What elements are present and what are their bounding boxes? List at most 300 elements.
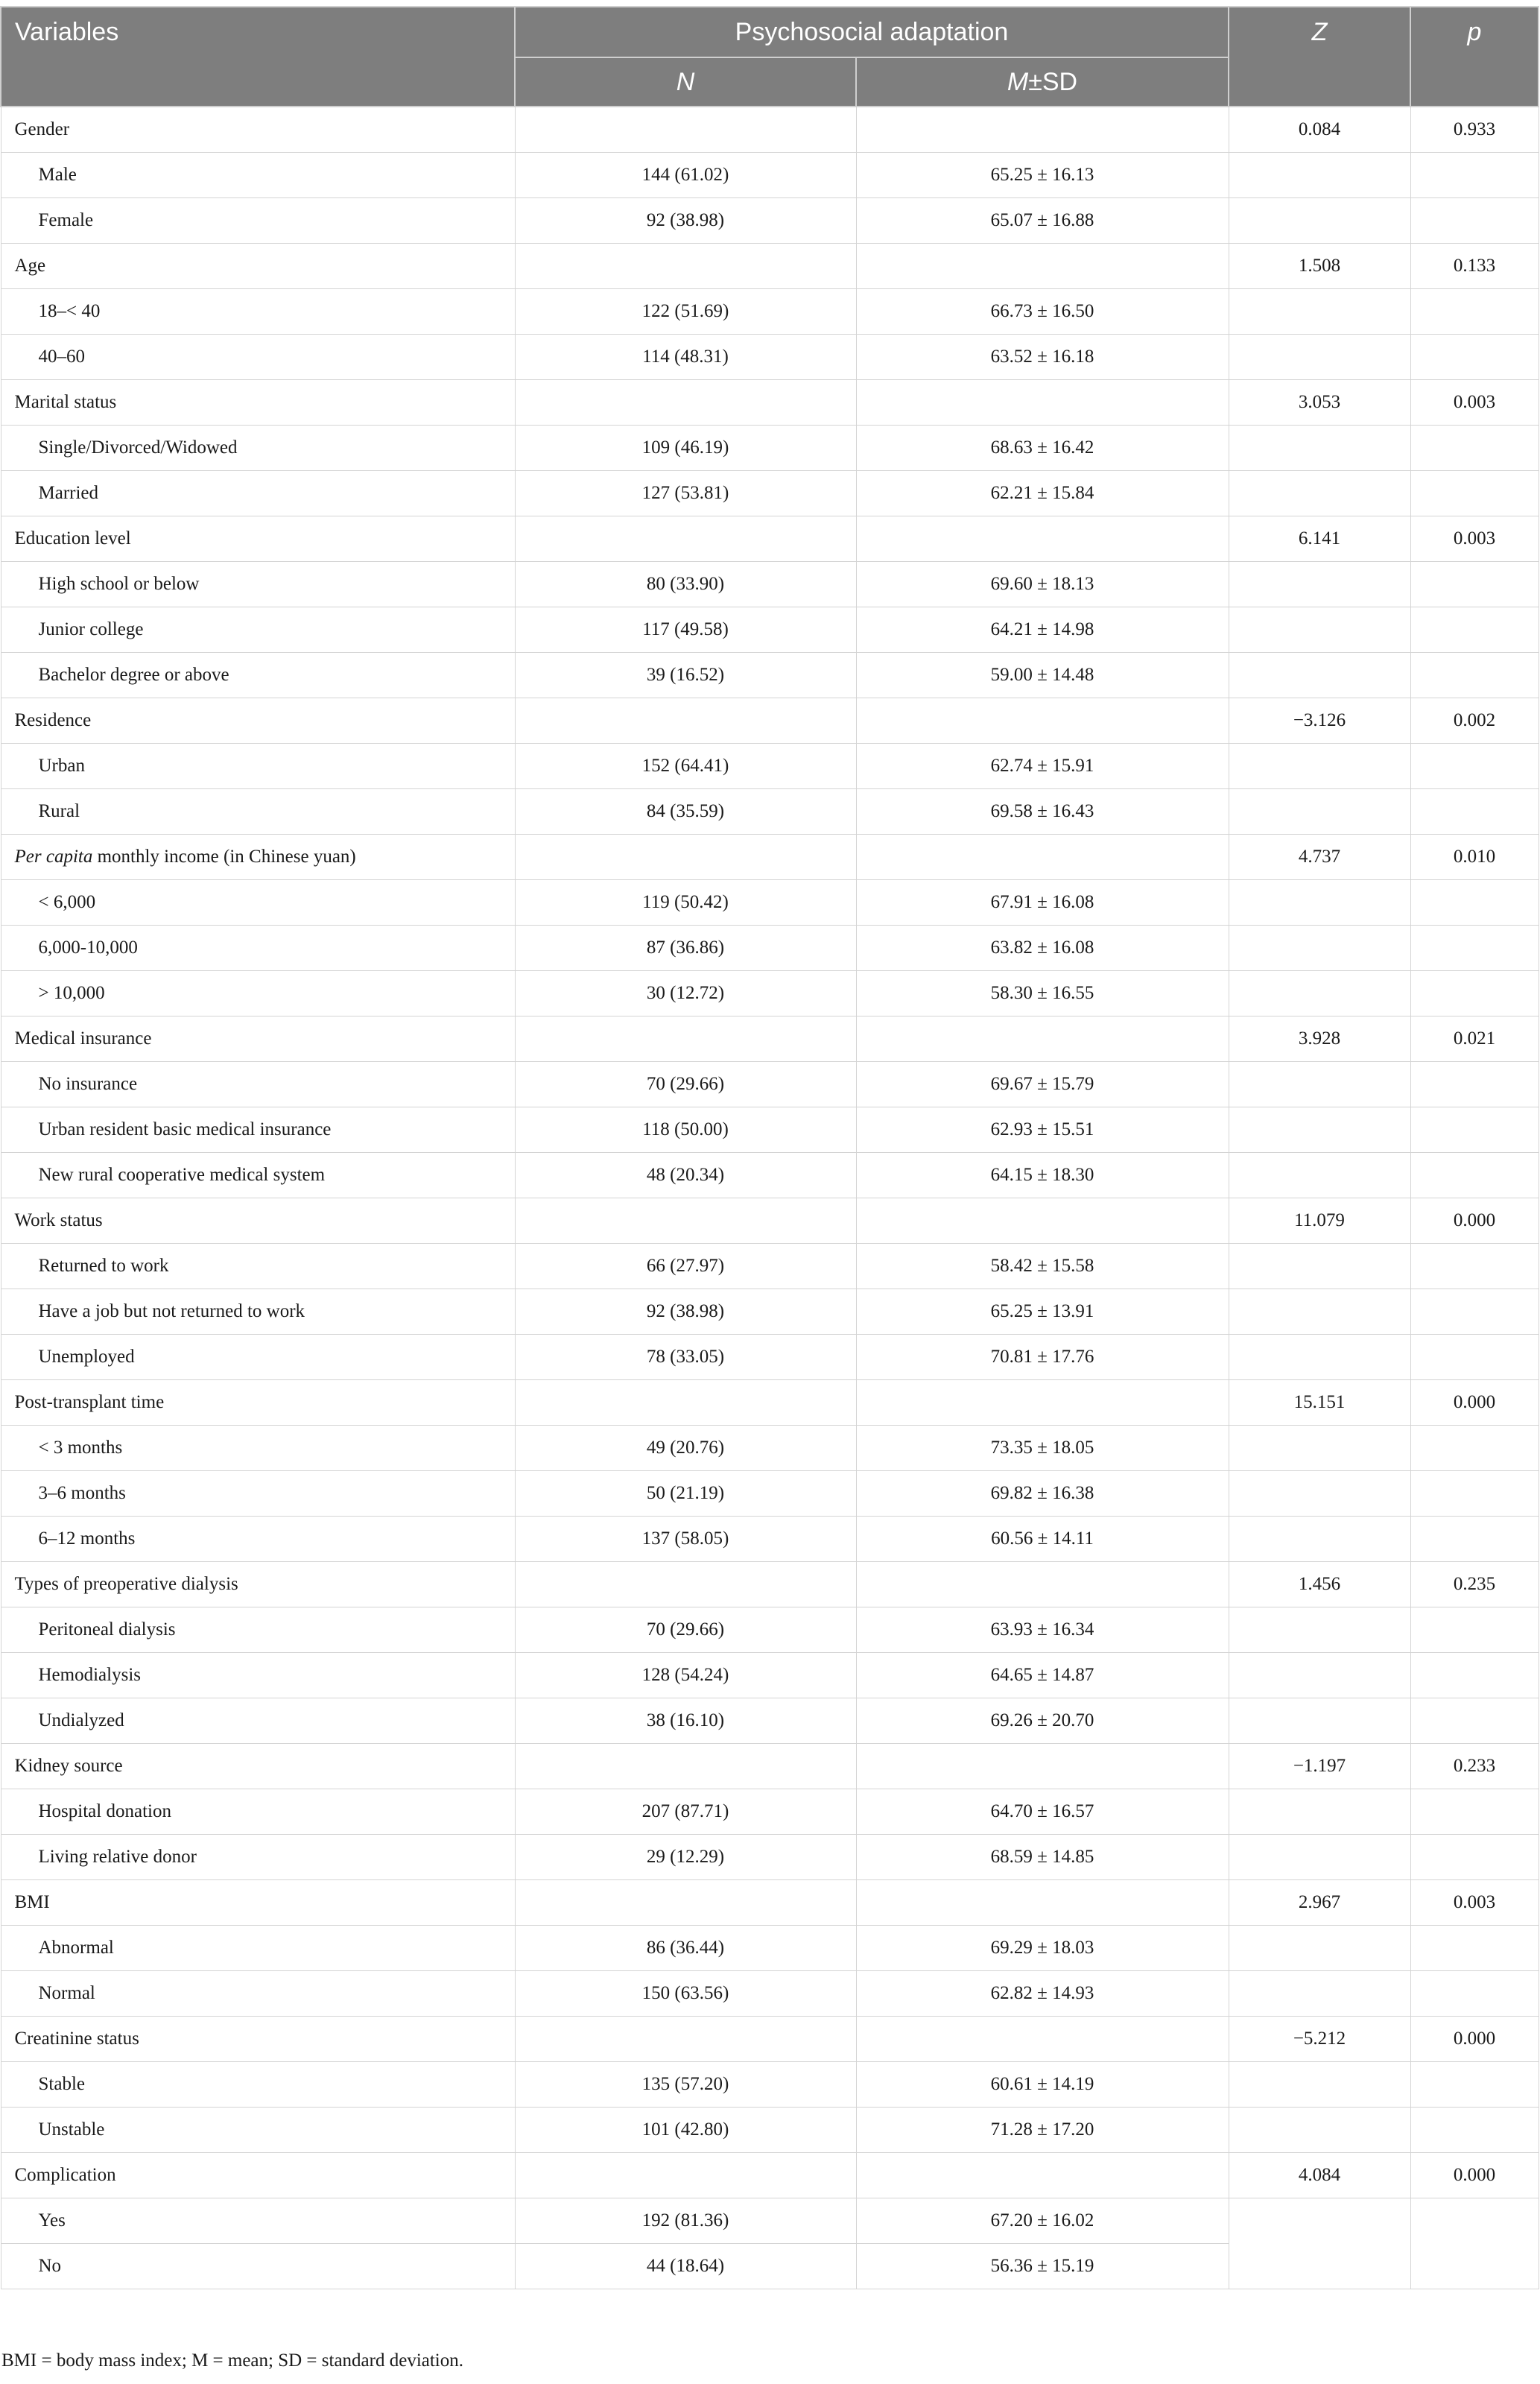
table-row [1,562,1539,607]
row-label [1,1698,515,1744]
cell-z: 2.967 [1229,1880,1410,1926]
cell-p: 0.000 [1410,2017,1539,2062]
cell-p: 0.003 [1410,380,1539,426]
cell-mean-sd: 69.60 ± 18.13 [856,562,1229,607]
cell-p [1410,789,1539,835]
label-text: Married [38,483,99,503]
cell-mean-sd: 71.28 ± 17.20 [856,2108,1229,2153]
cell-mean-sd: 68.59 ± 14.85 [856,1835,1229,1880]
label-text: Yes [38,2210,66,2230]
row-label [1,653,515,698]
cell-mean-sd: 73.35 ± 18.05 [856,1426,1229,1471]
cell-p [1410,1335,1539,1380]
cell-mean-sd [856,2153,1229,2198]
header-z: Z [1229,7,1410,107]
cell-z [1229,653,1410,698]
cell-mean-sd: 70.81 ± 17.76 [856,1335,1229,1380]
cell-z [1229,289,1410,335]
cell-p [1410,2198,1539,2289]
row-label [1,471,515,516]
cell-p: 0.235 [1410,1562,1539,1607]
table-row [1,153,1539,198]
cell-mean-sd: 62.21 ± 15.84 [856,471,1229,516]
cell-mean-sd: 68.63 ± 16.42 [856,426,1229,471]
label-text: Have a job but not returned to work [38,1301,305,1321]
cell-mean-sd: 63.93 ± 16.34 [856,1607,1229,1653]
cell-n [515,1016,856,1062]
cell-n: 119 (50.42) [515,880,856,926]
cell-n: 86 (36.44) [515,1926,856,1971]
table-row [1,198,1539,244]
cell-z [1229,1789,1410,1835]
label-text: 18–< 40 [38,301,101,321]
cell-n [515,698,856,744]
label-text: BMI [14,1892,50,1912]
label-text: Medical insurance [14,1028,152,1049]
cell-z: −3.126 [1229,698,1410,744]
row-label [1,1971,515,2017]
row-label [1,1426,515,1471]
cell-z: 11.079 [1229,1198,1410,1244]
row-label [1,153,515,198]
row-label [1,562,515,607]
group-label [1,1380,515,1426]
cell-p: 0.000 [1410,1198,1539,1244]
header-variables: Variables [1,7,515,107]
cell-n [515,244,856,289]
table-row [1,880,1539,926]
cell-n: 44 (18.64) [515,2244,856,2289]
cell-n: 49 (20.76) [515,1426,856,1471]
label-text: Gender [14,119,70,139]
group-label [1,2153,515,2198]
label-text: Junior college [38,619,144,639]
cell-mean-sd: 69.67 ± 15.79 [856,1062,1229,1107]
label-text: Work status [14,1210,103,1230]
cell-z: 0.084 [1229,107,1410,153]
cell-n: 207 (87.71) [515,1789,856,1835]
cell-z [1229,607,1410,653]
table-row [1,1289,1539,1335]
cell-n [515,2153,856,2198]
cell-n: 101 (42.80) [515,2108,856,2153]
cell-mean-sd: 69.58 ± 16.43 [856,789,1229,835]
table-row [1,1835,1539,1880]
cell-mean-sd: 58.42 ± 15.58 [856,1244,1229,1289]
table-group-row [1,1744,1539,1789]
cell-n [515,107,856,153]
cell-mean-sd [856,516,1229,562]
row-label [1,2108,515,2153]
cell-n: 128 (54.24) [515,1653,856,1698]
cell-mean-sd: 69.82 ± 16.38 [856,1471,1229,1517]
table-row [1,1789,1539,1835]
cell-z [1229,426,1410,471]
cell-z [1229,1289,1410,1335]
row-label [1,198,515,244]
cell-mean-sd: 65.07 ± 16.88 [856,198,1229,244]
cell-z: 3.928 [1229,1016,1410,1062]
table-row [1,926,1539,971]
label-text: Education level [14,528,131,548]
group-label [1,107,515,153]
label-text: Residence [14,710,92,730]
row-label [1,880,515,926]
table-row [1,1062,1539,1107]
label-text: Living relative donor [38,1847,197,1867]
label-text: Urban resident basic medical insurance [38,1119,332,1139]
cell-mean-sd [856,698,1229,744]
cell-z [1229,926,1410,971]
label-text: Urban [38,756,85,776]
cell-mean-sd: 63.82 ± 16.08 [856,926,1229,971]
cell-z [1229,2108,1410,2153]
table-row [1,1607,1539,1653]
cell-n: 152 (64.41) [515,744,856,789]
cell-n: 50 (21.19) [515,1471,856,1517]
cell-p [1410,1062,1539,1107]
cell-p [1410,2062,1539,2108]
label-text: Hemodialysis [38,1665,141,1685]
row-label [1,1835,515,1880]
cell-z [1229,744,1410,789]
cell-mean-sd: 69.29 ± 18.03 [856,1926,1229,1971]
cell-p [1410,335,1539,380]
cell-z [1229,2062,1410,2108]
cell-p [1410,1471,1539,1517]
cell-mean-sd: 56.36 ± 15.19 [856,2244,1229,2289]
label-text: < 6,000 [38,892,96,912]
cell-n: 127 (53.81) [515,471,856,516]
cell-p: 0.010 [1410,835,1539,880]
table-row [1,1471,1539,1517]
table-group-row [1,380,1539,426]
cell-n [515,835,856,880]
cell-z: 4.084 [1229,2153,1410,2198]
cell-z [1229,1107,1410,1153]
table-row [1,335,1539,380]
label-text: monthly income (in Chinese yuan) [92,847,356,867]
cell-mean-sd [856,244,1229,289]
row-label [1,1789,515,1835]
cell-mean-sd: 64.65 ± 14.87 [856,1653,1229,1698]
cell-z [1229,1335,1410,1380]
cell-p [1410,744,1539,789]
cell-mean-sd: 67.20 ± 16.02 [856,2198,1229,2244]
table-row [1,2108,1539,2153]
cell-p [1410,2108,1539,2153]
cell-n: 70 (29.66) [515,1607,856,1653]
table-group-row [1,698,1539,744]
label-text: 6–12 months [38,1528,136,1549]
cell-p: 0.000 [1410,1380,1539,1426]
cell-z: −5.212 [1229,2017,1410,2062]
cell-n: 144 (61.02) [515,153,856,198]
cell-p [1410,426,1539,471]
cell-p [1410,653,1539,698]
table-group-row [1,1198,1539,1244]
header-p: p [1410,7,1539,107]
group-label [1,1880,515,1926]
cell-mean-sd: 65.25 ± 13.91 [856,1289,1229,1335]
cell-mean-sd [856,380,1229,426]
label-text: Returned to work [38,1256,169,1276]
label-text: > 10,000 [38,983,105,1003]
cell-mean-sd: 67.91 ± 16.08 [856,880,1229,926]
cell-p [1410,289,1539,335]
table-group-row [1,835,1539,880]
cell-mean-sd [856,1880,1229,1926]
row-label [1,426,515,471]
cell-z [1229,335,1410,380]
cell-n: 66 (27.97) [515,1244,856,1289]
cell-n [515,380,856,426]
label-text: Types of preoperative dialysis [14,1574,238,1594]
cell-n: 30 (12.72) [515,971,856,1016]
label-text: No [38,2256,62,2276]
table-footnote [1,2350,463,2371]
cell-z [1229,1517,1410,1562]
cell-z [1229,1926,1410,1971]
row-label [1,1471,515,1517]
cell-p [1410,562,1539,607]
cell-z: 4.737 [1229,835,1410,880]
cell-p: 0.133 [1410,244,1539,289]
table-body [1,107,1539,2289]
table-group-row [1,2017,1539,2062]
cell-p [1410,607,1539,653]
label-text: Unemployed [38,1347,135,1367]
cell-z [1229,2198,1410,2289]
table-row [1,471,1539,516]
cell-n [515,1380,856,1426]
row-label [1,1335,515,1380]
row-label [1,926,515,971]
table-row [1,1653,1539,1698]
row-label [1,1926,515,1971]
cell-z [1229,1153,1410,1198]
group-label [1,1744,515,1789]
cell-p: 0.000 [1410,2153,1539,2198]
table-group-row [1,244,1539,289]
cell-mean-sd: 66.73 ± 16.50 [856,289,1229,335]
data-table [0,6,1539,2289]
row-label [1,1607,515,1653]
row-label [1,1244,515,1289]
cell-p [1410,153,1539,198]
cell-p [1410,1244,1539,1289]
label-text: No insurance [38,1074,138,1094]
cell-p [1410,1653,1539,1698]
cell-z [1229,789,1410,835]
row-label [1,289,515,335]
cell-p: 0.003 [1410,1880,1539,1926]
label-text: Female [38,210,94,230]
table-row [1,1926,1539,1971]
cell-n: 38 (16.10) [515,1698,856,1744]
cell-n: 70 (29.66) [515,1062,856,1107]
cell-mean-sd: 62.74 ± 15.91 [856,744,1229,789]
cell-p [1410,971,1539,1016]
table-row [1,1698,1539,1744]
cell-z: 15.151 [1229,1380,1410,1426]
cell-n: 87 (36.86) [515,926,856,971]
label-text: Complication [14,2165,116,2185]
cell-mean-sd [856,107,1229,153]
row-label [1,2198,515,2244]
row-label [1,2062,515,2108]
cell-p [1410,1698,1539,1744]
cell-p [1410,1517,1539,1562]
label-text: New rural cooperative medical system [38,1165,326,1185]
group-label [1,516,515,562]
cell-n: 48 (20.34) [515,1153,856,1198]
label-text: Single/Divorced/Widowed [38,437,238,458]
header-psychosocial-adaptation: Psychosocial adaptation [515,7,1229,57]
cell-n [515,1198,856,1244]
cell-mean-sd [856,1198,1229,1244]
table-row [1,744,1539,789]
table-row [1,1244,1539,1289]
cell-z: 3.053 [1229,380,1410,426]
row-label [1,1517,515,1562]
footnote-text: BMI = body mass index; M = mean; SD = standard deviation. [1,2350,464,2371]
cell-n: 114 (48.31) [515,335,856,380]
label-text: Bachelor degree or above [38,665,229,685]
cell-n [515,1562,856,1607]
cell-n: 92 (38.98) [515,198,856,244]
cell-z [1229,1835,1410,1880]
table-row [1,1153,1539,1198]
label-text: Undialyzed [38,1710,124,1730]
label-text: 40–60 [38,347,85,367]
cell-z [1229,1607,1410,1653]
row-label [1,971,515,1016]
cell-z: 1.456 [1229,1562,1410,1607]
cell-z: 6.141 [1229,516,1410,562]
group-label [1,1562,515,1607]
label-text: Kidney source [14,1756,123,1776]
cell-z [1229,1471,1410,1517]
table-group-row [1,107,1539,153]
cell-mean-sd: 69.26 ± 20.70 [856,1698,1229,1744]
table-row [1,1335,1539,1380]
cell-n: 109 (46.19) [515,426,856,471]
label-text: Post-transplant time [14,1392,165,1412]
header-mean-symbol: M [1007,67,1029,96]
cell-n [515,2017,856,2062]
table-row [1,1426,1539,1471]
label-text: Marital status [14,392,117,412]
table-group-row [1,1562,1539,1607]
table-group-row [1,516,1539,562]
table-row [1,653,1539,698]
row-label [1,2244,515,2289]
cell-p: 0.021 [1410,1016,1539,1062]
cell-n: 135 (57.20) [515,2062,856,2108]
table-row [1,2198,1539,2244]
cell-p [1410,1153,1539,1198]
table-row [1,426,1539,471]
cell-n [515,1880,856,1926]
cell-n: 122 (51.69) [515,289,856,335]
label-text: 3–6 months [38,1483,126,1503]
table-row [1,607,1539,653]
table-group-row [1,2153,1539,2198]
label-text: Rural [38,801,80,821]
cell-p [1410,1289,1539,1335]
cell-mean-sd: 64.15 ± 18.30 [856,1153,1229,1198]
table-row [1,289,1539,335]
cell-n: 117 (49.58) [515,607,856,653]
cell-mean-sd: 64.21 ± 14.98 [856,607,1229,653]
cell-mean-sd [856,1744,1229,1789]
cell-n: 39 (16.52) [515,653,856,698]
row-label [1,744,515,789]
cell-z [1229,1971,1410,2017]
label-text: Unstable [38,2119,105,2140]
group-label [1,835,515,880]
cell-p: 0.002 [1410,698,1539,744]
label-text: < 3 months [38,1438,123,1458]
cell-mean-sd [856,1562,1229,1607]
row-label [1,789,515,835]
cell-n [515,1744,856,1789]
cell-mean-sd: 62.82 ± 14.93 [856,1971,1229,2017]
label-text: Peritoneal dialysis [38,1619,176,1640]
cell-z [1229,1244,1410,1289]
cell-z [1229,1653,1410,1698]
cell-mean-sd [856,835,1229,880]
cell-z [1229,971,1410,1016]
cell-mean-sd [856,2017,1229,2062]
cell-p [1410,1107,1539,1153]
cell-mean-sd: 63.52 ± 16.18 [856,335,1229,380]
row-label [1,1107,515,1153]
cell-p [1410,880,1539,926]
cell-p: 0.233 [1410,1744,1539,1789]
group-label [1,698,515,744]
label-text: Hospital donation [38,1801,171,1821]
cell-mean-sd: 60.61 ± 14.19 [856,2062,1229,2108]
table-row [1,2062,1539,2108]
row-label [1,607,515,653]
group-label [1,244,515,289]
header-n: N [515,57,856,107]
cell-mean-sd: 65.25 ± 16.13 [856,153,1229,198]
cell-n: 29 (12.29) [515,1835,856,1880]
cell-n: 150 (63.56) [515,1971,856,2017]
table-group-row [1,1380,1539,1426]
cell-n: 137 (58.05) [515,1517,856,1562]
label-text: Age [14,256,46,276]
table-container [0,6,1540,2289]
row-label [1,335,515,380]
label-text: Stable [38,2074,85,2094]
table-header [1,7,1539,107]
row-label [1,1289,515,1335]
cell-n: 92 (38.98) [515,1289,856,1335]
cell-p [1410,1789,1539,1835]
table-row [1,1971,1539,2017]
table-row [1,789,1539,835]
cell-z [1229,562,1410,607]
cell-p [1410,471,1539,516]
cell-z [1229,198,1410,244]
group-label [1,1016,515,1062]
cell-z [1229,880,1410,926]
cell-p [1410,198,1539,244]
